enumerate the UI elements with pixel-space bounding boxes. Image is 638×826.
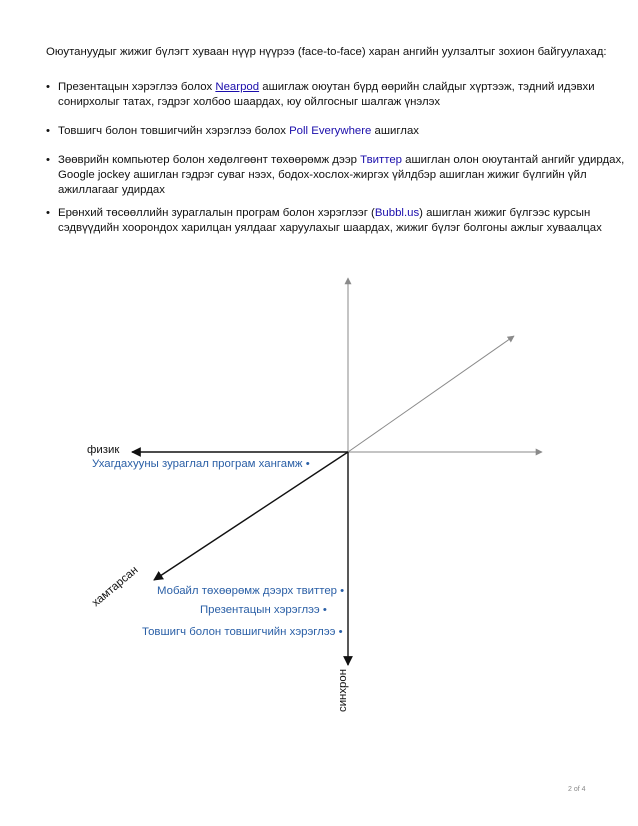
item-concept-mapping: Ухагдахууны зураглал програм хангамж • xyxy=(92,458,310,470)
bullet-dot: • xyxy=(46,125,50,137)
bullet-text-before: Зөөврийн компьютер болон хөдөлгөөнт төхөөрөмж дээр xyxy=(58,154,361,166)
nearpod-link[interactable]: Nearpod xyxy=(215,81,260,93)
axis-diag-up-gray xyxy=(348,336,514,452)
bubblus-link[interactable]: Bubbl.us xyxy=(374,207,420,219)
bullet-dot: • xyxy=(46,207,50,219)
bullet-text-before: Презентацын хэрэглээ болох xyxy=(58,81,216,93)
bullet-dot: • xyxy=(46,81,50,93)
poll-everywhere-link[interactable]: Poll Everywhere xyxy=(289,125,372,137)
page-number: 2 of 4 xyxy=(568,786,586,793)
item-clicker-app: Товшигч болон товшигчийн хэрэглээ • xyxy=(142,626,343,638)
bullet-text-before: Ерөнхий төсөөллийн зураглалын програм болон хэрэглээг ( xyxy=(58,207,375,219)
bullet-dot: • xyxy=(46,154,50,166)
axis-label-collaborative: хамтарсан xyxy=(90,564,141,610)
axis-label-physical: физик xyxy=(87,444,120,456)
axis-diag-down-dark xyxy=(154,452,348,580)
axis-label-synchronous: синхрон xyxy=(337,668,349,712)
intro-paragraph: Оюутануудыг жижиг бүлэгт хуваан нүүр нүүрээ (face-to-face) харан ангийн уулзалтыг зохион байгуулахад: xyxy=(46,46,607,58)
bullet-text-after: ашиглан олон оюутантай ангийг удирдах, Google jockey ашиглан гэдрэг суваг нээх, бодох-хослох-жиргэх үйлдбэр ашиглан жижиг бүлгийн үйл ажиллагааг удирдах xyxy=(58,154,625,196)
bullet-text-before: Товшигч болон товшигчийн хэрэглээ болох xyxy=(58,125,290,137)
item-presentation-app: Презентацын хэрэглээ • xyxy=(200,604,327,616)
item-mobile-twitter: Мобайл төхөөрөмж дээрх твиттер • xyxy=(157,585,345,597)
bullet-text-after: ) ашиглан жижиг бүлгээс курсын сэдвүүдийн хоорондох харилцан уялдааг харуулахыг шаардах, жижиг бүлэг болгоны ажлыг хуваалцах xyxy=(58,207,602,234)
twitter-link[interactable]: Твиттер xyxy=(360,154,403,166)
bullet-text-after: ашиглаж оюутан бүрд өөрийн слайдыг хүртээж, тэдний идэвхи сонирхолыг татах, гэдрэг холбоо шаардах, юу ойлгосныг шалгаж үнэлэх xyxy=(58,81,595,108)
bullet-text-after: ашиглах xyxy=(371,125,419,137)
